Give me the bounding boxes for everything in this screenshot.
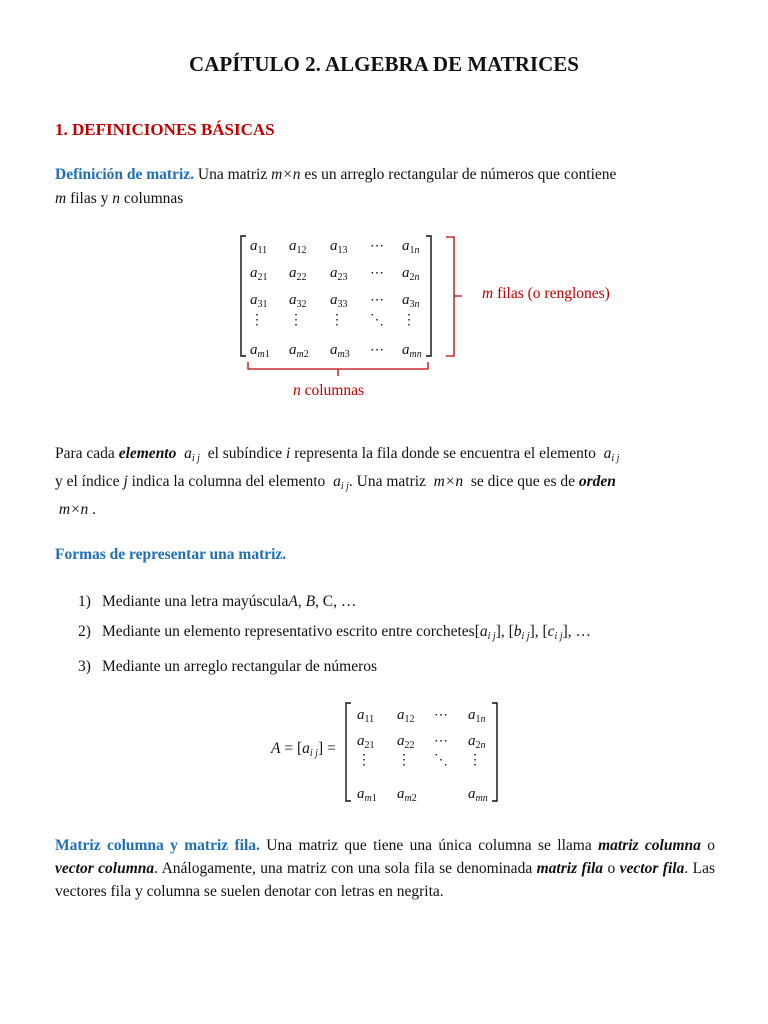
matrix-cell: $a_{1n}$ [402, 238, 420, 256]
matrix-cell: ⋮ [402, 313, 416, 328]
matrix-cell: ⋱ [370, 313, 384, 328]
matrix-cell: $a_{13}$ [330, 238, 348, 256]
matrix2-lhs: $A = [a_{i j}]$ = [271, 740, 336, 759]
matrix-cell: $a_{11}$ [250, 238, 268, 256]
matrix-cell: $a_{22}$ [397, 733, 415, 751]
rows-label: m filas (o renglones) [482, 285, 610, 302]
column-row-paragraph: Matriz columna y matriz fila. Una matriz que tiene una única columna se llama matriz columna o vector columna. Análogamente, una matriz con una sola fila se denominada matriz fila o vector fila. Las vectores fila y columna se suelen denotar con letras en negrita. [55, 837, 716, 900]
matrix-cell: $a_{2n}$ [402, 265, 420, 283]
matrix-cell: $a_{21}$ [357, 733, 375, 751]
element-paragraph: Para cada elemento $a_{i j}$ el subíndice i representa la fila donde se encuentra el elemento $a_{i j}$ y el índice j indica la columna del elemento $a_{i j}$. Una matriz m×n se dice que es de orden m×n . [55, 445, 620, 518]
matrix-cell: $a_{31}$ [250, 292, 268, 310]
matrix-cell: $a_{3n}$ [402, 292, 420, 310]
matrix-cell: ⋮ [289, 313, 303, 328]
matrix2-left-bracket [346, 703, 351, 801]
matrix-cell: ⋯ [370, 239, 384, 254]
matrix-cell: ⋮ [250, 313, 264, 328]
matrix-cell: $a_{mn}$ [468, 786, 488, 804]
matrix-cell: $a_{m2}$ [397, 786, 417, 804]
matrix-cell: $a_{m1}$ [250, 342, 270, 360]
list-item: 3) Mediante un arreglo rectangular de números [78, 658, 378, 675]
matrix-cell: $a_{12}$ [397, 707, 415, 725]
columns-label: n columnas [293, 382, 365, 399]
definition-heading: Definición de matriz. [55, 166, 195, 183]
matrix-cell: ⋮ [357, 753, 371, 768]
matrix-cell: $a_{m3}$ [330, 342, 350, 360]
matrix-cell: $a_{23}$ [330, 265, 348, 283]
matrix-cell: ⋮ [468, 753, 482, 768]
matrix-cell: $a_{2n}$ [468, 733, 486, 751]
matrix-cell: $a_{12}$ [289, 238, 307, 256]
definition-paragraph: Definición de matriz. Una matriz m×n es un arreglo rectangular de números que contiene m filas y n columnas [55, 166, 617, 207]
section-heading: 1. DEFINICIONES BÁSICAS [55, 120, 275, 139]
matrix-cell: ⋱ [434, 753, 448, 768]
page-title: CAPÍTULO 2. ALGEBRA DE MATRICES [189, 52, 579, 76]
matrix2-right-bracket [492, 703, 497, 801]
list-item: 2) Mediante un elemento representativo escrito entre corchetes $[a_{i j}]$, $[b_{i j}]$, $[c_{i j}]$, … [78, 623, 592, 642]
matrix-cell: $a_{mn}$ [402, 342, 422, 360]
matrix-cell: $a_{m2}$ [289, 342, 309, 360]
matrix-cell: ⋯ [370, 343, 384, 358]
matrix-cell: ⋯ [370, 293, 384, 308]
matrix-cell: $a_{1n}$ [468, 707, 486, 725]
matrix-cell: $a_{22}$ [289, 265, 307, 283]
forms-heading: Formas de representar una matriz. [55, 546, 287, 563]
dims-math: m×n [271, 166, 301, 183]
matrix-cell: ⋯ [434, 734, 448, 749]
matrix-cell: ⋯ [434, 708, 448, 723]
matrix-cell: ⋯ [370, 266, 384, 281]
matrix-cell: ⋮ [330, 313, 344, 328]
matrix-cell: $a_{m1}$ [357, 786, 377, 804]
list-item: 1) Mediante una letra mayúscula A , B , C, … [78, 593, 357, 610]
matrix-cell: $a_{21}$ [250, 265, 268, 283]
matrix-cell: $a_{33}$ [330, 292, 348, 310]
matrix-cell: $a_{11}$ [357, 707, 375, 725]
matrix-cell: $a_{32}$ [289, 292, 307, 310]
matrix-cell: ⋮ [397, 753, 411, 768]
